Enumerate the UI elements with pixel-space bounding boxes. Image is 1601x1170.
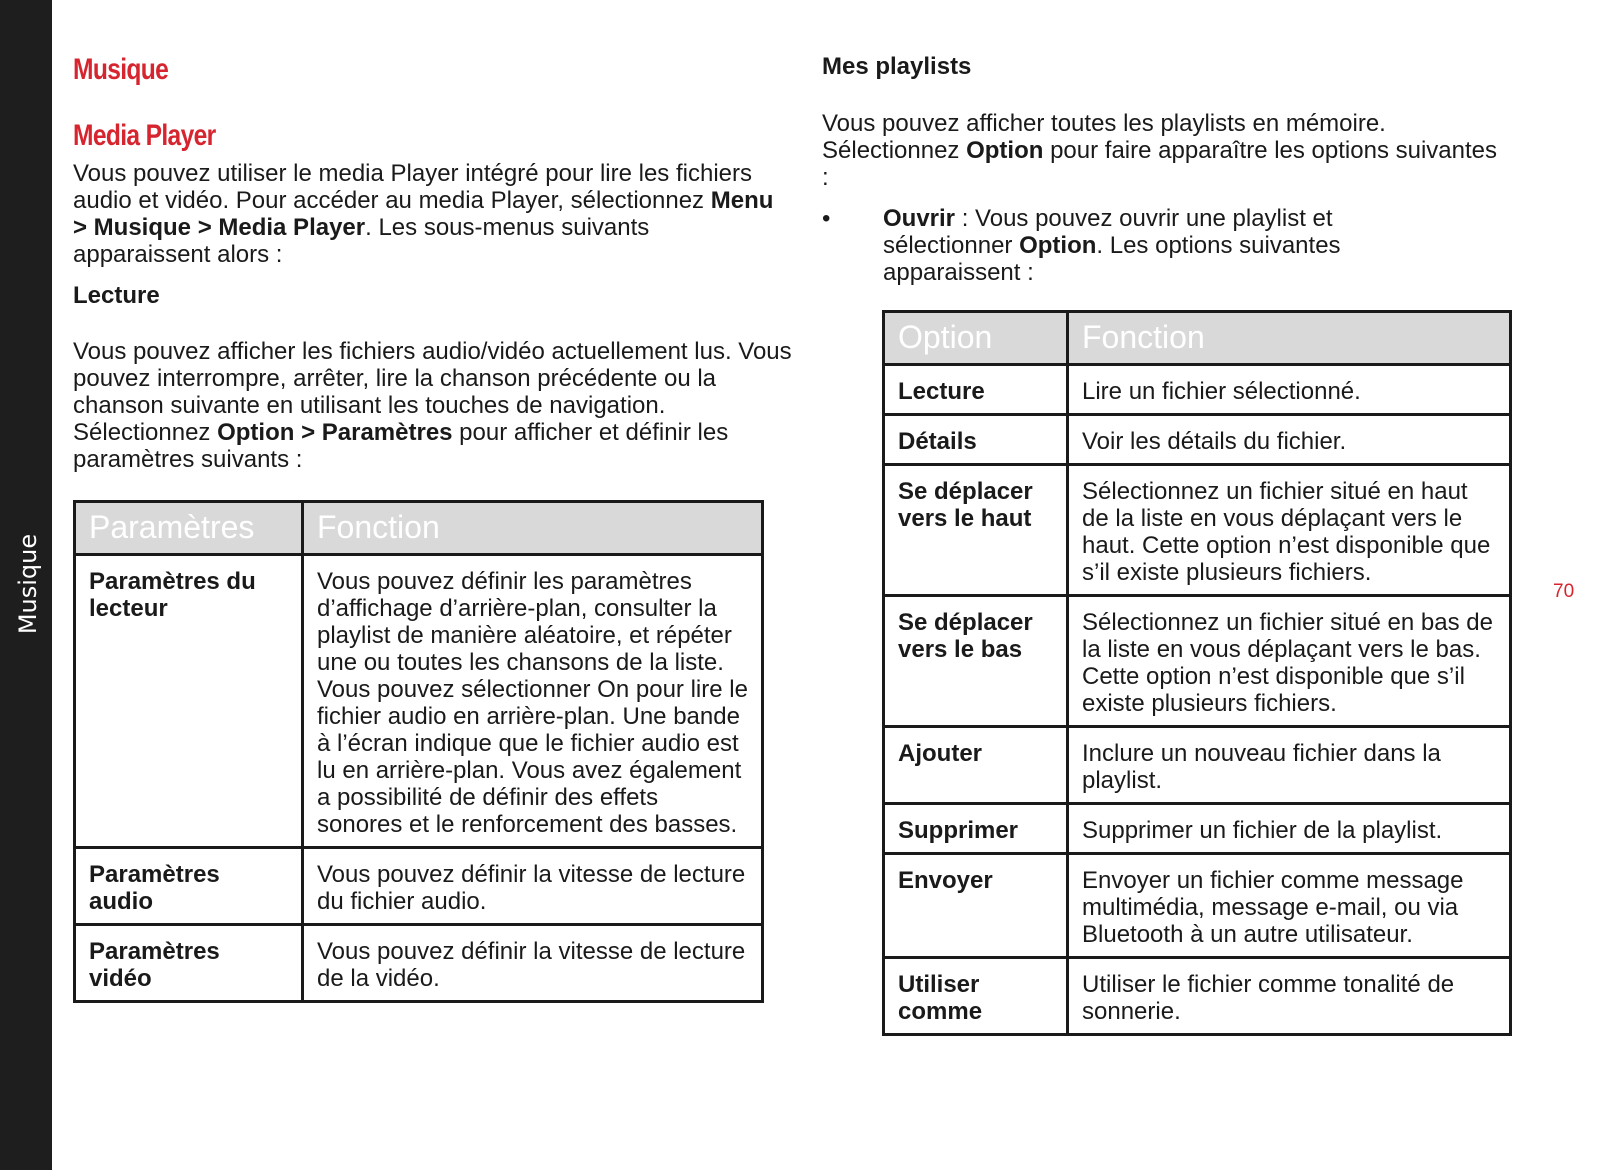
menu-path: Menu > Musique > Media Player <box>73 187 774 241</box>
lecture-heading: Lecture <box>73 282 160 309</box>
section-title: Musique <box>73 53 169 86</box>
table-header-cell: Option <box>884 312 1068 365</box>
intro-text-1: Vous pouvez utiliser le media Player intégré pour lire les fichiers audio et vidéo. Pour accéder au media Player, sélectionnez <box>73 160 752 214</box>
table-row <box>884 854 1511 958</box>
table-cell-key: Détails <box>884 415 1068 465</box>
bullet-symbol: • <box>822 205 831 232</box>
page-number: 70 <box>1553 581 1575 602</box>
table-header-row <box>884 312 1511 365</box>
table-cell-value: Inclure un nouveau fichier dans la playlist. <box>1068 727 1511 804</box>
lecture-text-2: pour afficher et définir les paramètres suivants : <box>73 419 729 473</box>
bullet-text-2: . Les options suivantes apparaissent : <box>883 232 1341 286</box>
table-cell-key: Envoyer <box>884 854 1068 958</box>
left-column <box>73 50 793 1003</box>
sidebar-tab <box>0 0 52 1170</box>
table-cell-value: Vous pouvez définir la vitesse de lecture du fichier audio. <box>303 848 763 925</box>
table-row <box>884 415 1511 465</box>
table-row <box>75 555 763 848</box>
table-cell-value: Lire un fichier sélectionné. <box>1068 365 1511 415</box>
table-cell-key: Se déplacer vers le haut <box>884 465 1068 596</box>
right-column <box>822 50 1542 1036</box>
table-cell-key: Paramètres vidéo <box>75 925 303 1002</box>
table-cell-key: Paramètres audio <box>75 848 303 925</box>
table-cell-value: Sélectionnez un fichier situé en bas de la liste en vous déplaçant vers le bas. Cette option n’est disponible que s’il existe plusieurs fichiers. <box>1068 596 1511 727</box>
table-cell-key: Supprimer <box>884 804 1068 854</box>
table-cell-key: Se déplacer vers le bas <box>884 596 1068 727</box>
table-cell-key: Ajouter <box>884 727 1068 804</box>
table-row <box>884 958 1511 1035</box>
table-row <box>884 804 1511 854</box>
table-header-row <box>75 502 763 555</box>
table-cell-value: Vous pouvez définir les paramètres d’affichage d’arrière-plan, consulter la playlist de manière aléatoire, et répéter une ou toutes les chansons de la liste. Vous pouvez sélectionner On pour lire le fichier audio en arrière-plan. Une bande à l’écran indique que le fichier audio est lu en arrière-plan. Vous avez également a possibilité de définir des effets sonores et le renforcement des basses. <box>303 555 763 848</box>
playlists-intro <box>822 110 1502 191</box>
table-row <box>884 727 1511 804</box>
option-keyword: Option <box>966 137 1044 164</box>
table-cell-value: Envoyer un fichier comme message multimédia, message e-mail, ou via Bluetooth à un autre utilisateur. <box>1068 854 1511 958</box>
table-row <box>884 365 1511 415</box>
table-cell-value: Voir les détails du fichier. <box>1068 415 1511 465</box>
sidebar-tab-label: Musique <box>14 533 42 635</box>
table-header-cell: Fonction <box>303 502 763 555</box>
lecture-text-1: Vous pouvez afficher les fichiers audio/vidéo actuellement lus. Vous pouvez interrompre, arrêter, lire la chanson précédente ou la chanson suivante en utilisant les touches de navigation. Sélectionnez <box>73 338 792 446</box>
bullet-item <box>822 205 1542 286</box>
subsection-title: Media Player <box>73 119 216 152</box>
bullet-label: Ouvrir <box>883 205 956 232</box>
table-cell-value: Utiliser le fichier comme tonalité de sonnerie. <box>1068 958 1511 1035</box>
options-table <box>882 310 1512 1036</box>
playlists-text-2: pour faire apparaître les options suivantes : <box>822 137 1498 191</box>
settings-table <box>73 500 764 1003</box>
table-row <box>75 848 763 925</box>
table-row <box>75 925 763 1002</box>
bullet-option: Option <box>1019 232 1097 259</box>
lecture-paragraph <box>73 338 793 473</box>
table-header-cell: Fonction <box>1068 312 1511 365</box>
table-row <box>884 596 1511 727</box>
table-cell-value: Supprimer un fichier de la playlist. <box>1068 804 1511 854</box>
table-cell-key: Paramètres du lecteur <box>75 555 303 848</box>
table-row <box>884 465 1511 596</box>
bullet-text <box>883 205 1443 286</box>
intro-text-2: . Les sous-menus suivants apparaissent alors : <box>73 214 650 268</box>
playlists-heading: Mes playlists <box>822 53 972 80</box>
table-cell-value: Vous pouvez définir la vitesse de lecture de la vidéo. <box>303 925 763 1002</box>
table-cell-key: Utiliser comme <box>884 958 1068 1035</box>
table-cell-key: Lecture <box>884 365 1068 415</box>
intro-paragraph <box>73 160 793 268</box>
playlists-text-1: Vous pouvez afficher toutes les playlists en mémoire. Sélectionnez <box>822 110 1386 164</box>
bullet-text-1: : Vous pouvez ouvrir une playlist et sélectionner <box>883 205 1333 259</box>
table-header-cell: Paramètres <box>75 502 303 555</box>
table-cell-value: Sélectionnez un fichier situé en haut de la liste en vous déplaçant vers le haut. Cette option n’est disponible que s’il existe plusieurs fichiers. <box>1068 465 1511 596</box>
option-path: Option > Paramètres <box>217 419 453 446</box>
